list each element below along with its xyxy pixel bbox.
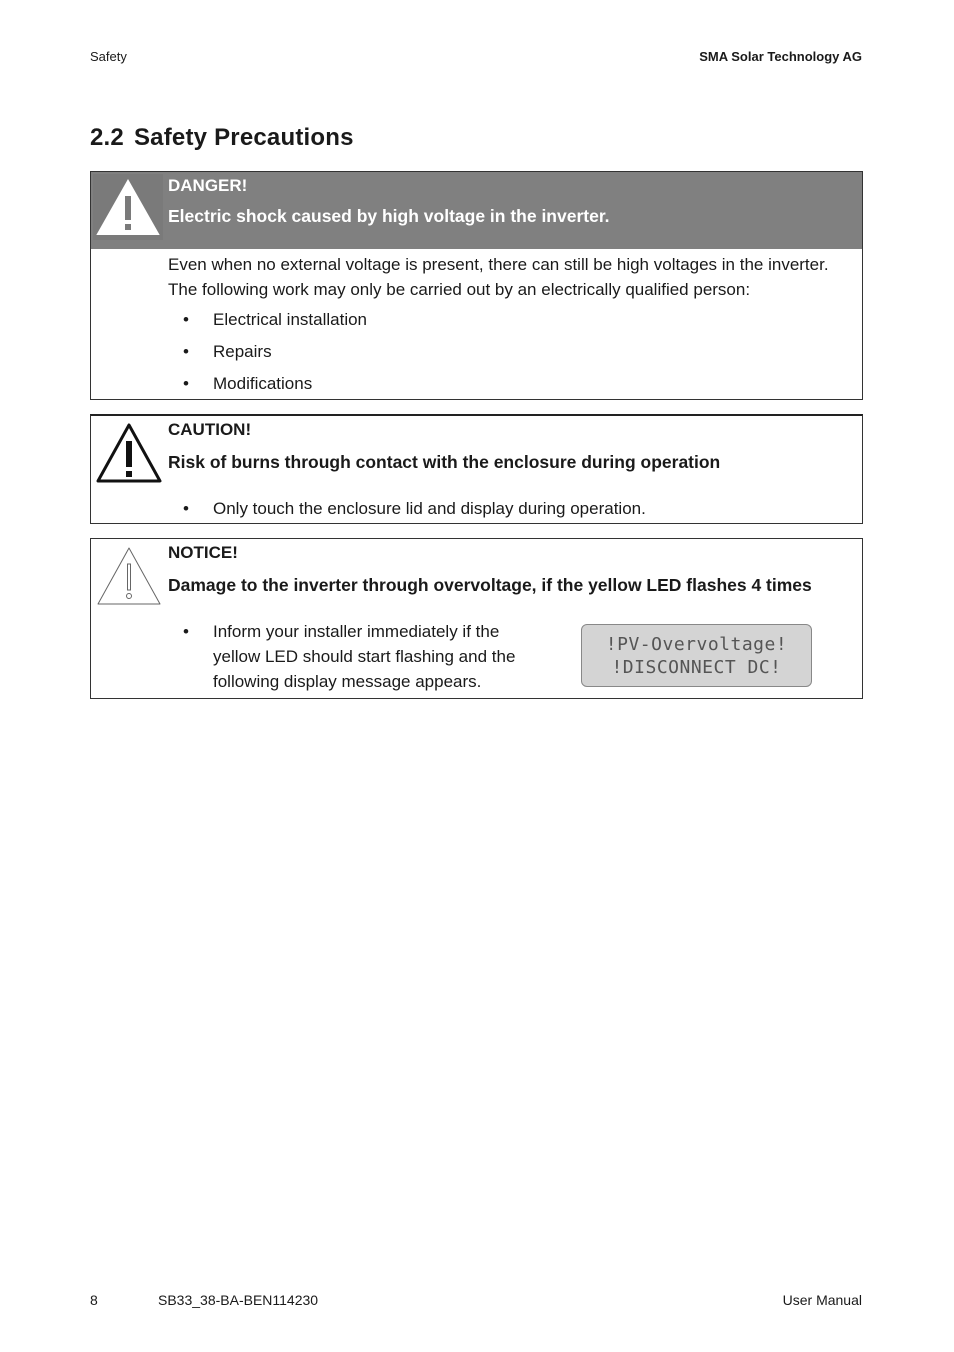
list-item: • Repairs xyxy=(177,339,367,364)
list-item: • Electrical installation xyxy=(177,307,367,332)
notice-list xyxy=(177,619,537,694)
list-item: • Only touch the enclosure lid and display during operation. xyxy=(177,496,646,521)
notice-title: Damage to the inverter through overvoltage, if the yellow LED flashes 4 times xyxy=(168,575,812,595)
section-number: 2.2 xyxy=(90,124,124,151)
notice-signal-word: NOTICE! xyxy=(168,543,238,562)
document-type: User Manual xyxy=(782,1292,862,1308)
danger-box xyxy=(90,171,863,400)
lcd-line-2: !DISCONNECT DC! xyxy=(611,657,782,678)
section-title: Safety Precautions xyxy=(133,124,354,151)
lcd-line-1: !PV-Overvoltage! xyxy=(605,634,788,655)
danger-body: Even when no external voltage is present, there can still be high voltages in the inverter. The following work may only be carried out by an electrically qualified person: xyxy=(168,255,829,299)
notice-box xyxy=(90,538,863,699)
section-heading xyxy=(90,124,354,152)
danger-header xyxy=(91,172,862,249)
list-item: • Inform your installer immediately if the yellow LED should start flashing and the following display message appears. xyxy=(177,619,537,694)
warning-triangle-icon xyxy=(95,421,163,485)
danger-signal-word: DANGER! xyxy=(168,176,248,195)
list-item: • Modifications xyxy=(177,371,367,396)
notice-triangle-icon xyxy=(95,544,163,608)
danger-title: Electric shock caused by high voltage in the inverter. xyxy=(168,206,610,226)
lcd-display xyxy=(581,624,812,687)
caution-box xyxy=(90,414,863,524)
danger-list xyxy=(177,307,367,403)
warning-triangle-icon xyxy=(93,174,163,240)
caution-signal-word: CAUTION! xyxy=(168,420,252,439)
page-number: 8 xyxy=(90,1292,98,1308)
caution-list xyxy=(177,496,646,521)
running-header-section: Safety xyxy=(90,49,127,64)
running-header-company: SMA Solar Technology AG xyxy=(699,49,862,64)
caution-title: Risk of burns through contact with the enclosure during operation xyxy=(168,452,721,472)
document-id: SB33_38-BA-BEN114230 xyxy=(158,1292,319,1308)
